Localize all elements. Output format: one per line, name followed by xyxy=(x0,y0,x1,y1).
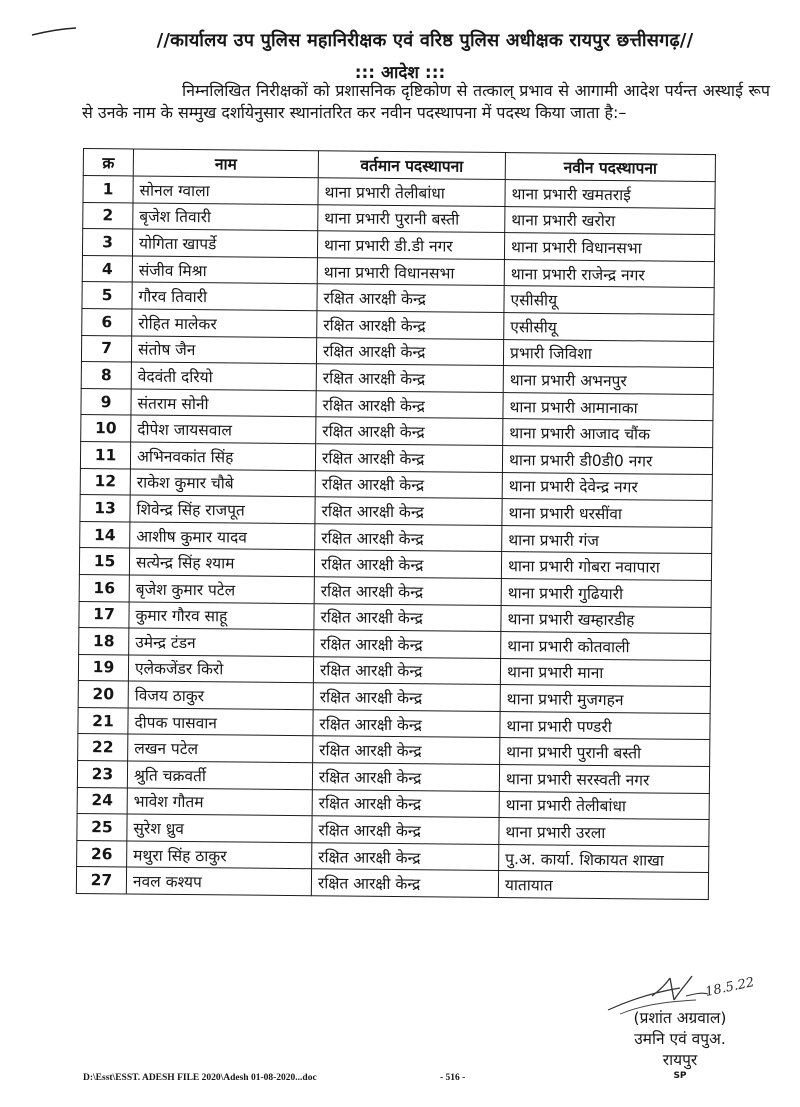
serial-cell: 7 xyxy=(81,335,131,362)
signatory-designation: उमनि एवं वपुअ. xyxy=(634,1030,726,1048)
new-posting-cell: थाना प्रभारी उरला xyxy=(499,818,709,847)
current-posting-cell: रक्षित आरक्षी केन्द्र xyxy=(312,843,499,871)
serial-cell: 3 xyxy=(82,229,132,256)
order-intro-paragraph xyxy=(82,80,770,124)
current-posting-cell: रक्षित आरक्षी केन्द्र xyxy=(316,417,503,445)
header-current-posting: वर्तमान पदस्थापना xyxy=(318,151,505,180)
serial-cell: 22 xyxy=(78,734,128,761)
new-posting-cell: थाना प्रभारी गुढियारी xyxy=(501,578,711,607)
name-cell: आशीष कुमार यादव xyxy=(130,522,315,550)
name-cell: गौरव तिवारी xyxy=(132,282,317,310)
serial-cell: 18 xyxy=(79,628,129,655)
name-cell: मथुरा सिंह ठाकुर xyxy=(127,841,312,869)
name-cell: भावेश गौतम xyxy=(127,788,312,816)
current-posting-cell: रक्षित आरक्षी केन्द्र xyxy=(317,311,504,339)
serial-cell: 10 xyxy=(81,415,131,442)
new-posting-cell: थाना प्रभारी गंज xyxy=(502,525,712,554)
pen-stroke-mark xyxy=(30,26,78,38)
name-cell: बृजेश कुमार पटेल xyxy=(129,575,314,603)
name-cell: संतराम सोनी xyxy=(131,389,316,417)
serial-cell: 15 xyxy=(79,548,129,575)
name-cell: शिवेन्द्र सिंह राजपूत xyxy=(130,495,315,523)
serial-cell: 1 xyxy=(83,176,133,203)
serial-cell: 2 xyxy=(83,202,133,229)
current-posting-cell: रक्षित आरक्षी केन्द्र xyxy=(317,284,504,312)
new-posting-cell: थाना प्रभारी तेलीबांधा xyxy=(499,791,709,820)
header-serial: क्र xyxy=(83,149,133,176)
new-posting-cell: थाना प्रभारी खरोरा xyxy=(505,206,715,235)
current-posting-cell: रक्षित आरक्षी केन्द्र xyxy=(313,656,500,684)
serial-cell: 11 xyxy=(80,441,130,468)
name-cell: बृजेश तिवारी xyxy=(133,203,318,231)
name-cell: श्रुति चक्रवर्ती xyxy=(127,761,312,789)
serial-cell: 20 xyxy=(78,681,128,708)
current-posting-cell: रक्षित आरक्षी केन्द्र xyxy=(312,763,499,791)
serial-cell: 21 xyxy=(78,707,128,734)
new-posting-cell: थाना प्रभारी धरसींवा xyxy=(502,499,712,528)
current-posting-cell: रक्षित आरक्षी केन्द्र xyxy=(314,577,501,605)
serial-cell: 8 xyxy=(81,362,131,389)
current-posting-cell: रक्षित आरक्षी केन्द्र xyxy=(315,470,502,498)
header-name: नाम xyxy=(133,149,318,178)
new-posting-cell: थाना प्रभारी माना xyxy=(500,658,710,687)
current-posting-cell: रक्षित आरक्षी केन्द्र xyxy=(311,869,498,897)
name-cell: सत्येन्द्र सिंह श्याम xyxy=(129,548,314,576)
name-cell: कुमार गौरव साहू xyxy=(129,601,314,629)
name-cell: सुरेश ध्रुव xyxy=(127,814,312,842)
name-cell: नवल कश्यप xyxy=(126,867,311,895)
new-posting-cell: थाना प्रभारी कोतवाली xyxy=(501,632,711,661)
table-row xyxy=(76,867,708,900)
current-posting-cell: रक्षित आरक्षी केन्द्र xyxy=(313,736,500,764)
signatory-block xyxy=(600,1008,760,1082)
serial-cell: 23 xyxy=(77,761,127,788)
new-posting-cell: थाना प्रभारी आमानाका xyxy=(503,392,713,421)
name-cell: विजय ठाकुर xyxy=(128,681,313,709)
current-posting-cell: रक्षित आरक्षी केन्द्र xyxy=(316,337,503,365)
name-cell: एलेकजेंडर किरो xyxy=(128,655,313,683)
serial-cell: 17 xyxy=(79,601,129,628)
current-posting-cell: रक्षित आरक्षी केन्द्र xyxy=(314,630,501,658)
new-posting-cell: थाना प्रभारी खम्हारडीह xyxy=(501,605,711,634)
signature-date: 18.5.22 xyxy=(703,975,756,1000)
new-posting-cell: थाना प्रभारी मुजगहन xyxy=(500,685,710,714)
current-posting-cell: थाना प्रभारी डी.डी नगर xyxy=(317,231,504,259)
name-cell: रोहित मालेकर xyxy=(132,309,317,337)
name-cell: राकेश कुमार चौबे xyxy=(130,469,315,497)
name-cell: लखन पटेल xyxy=(128,734,313,762)
signatory-name: (प्रशांत अग्रवाल) xyxy=(633,1009,727,1027)
name-cell: दीपक पासवान xyxy=(128,708,313,736)
current-posting-cell: रक्षित आरक्षी केन्द्र xyxy=(313,710,500,738)
serial-cell: 13 xyxy=(80,495,130,522)
serial-cell: 27 xyxy=(76,867,126,894)
current-posting-cell: रक्षित आरक्षी केन्द्र xyxy=(315,444,502,472)
name-cell: सोनल ग्वाला xyxy=(133,176,318,204)
current-posting-cell: रक्षित आरक्षी केन्द्र xyxy=(314,603,501,631)
current-posting-cell: थाना प्रभारी विधानसभा xyxy=(317,258,504,286)
new-posting-cell: थाना प्रभारी खमतराई xyxy=(505,180,715,209)
serial-cell: 6 xyxy=(82,308,132,335)
serial-cell: 26 xyxy=(77,840,127,867)
current-posting-cell: थाना प्रभारी पुरानी बस्ती xyxy=(318,204,505,232)
name-cell: संजीव मिश्रा xyxy=(132,256,317,284)
new-posting-cell: थाना प्रभारी पुरानी बस्ती xyxy=(500,738,710,767)
current-posting-cell: रक्षित आरक्षी केन्द्र xyxy=(316,390,503,418)
office-title: //कार्यालय उप पुलिस महानिरीक्षक एवं वरिष्ठ पुलिस अधीक्षक रायपुर छत्तीसगढ़// xyxy=(156,30,694,51)
serial-cell: 24 xyxy=(77,787,127,814)
new-posting-cell: थाना प्रभारी गोबरा नवापारा xyxy=(501,552,711,581)
serial-cell: 19 xyxy=(78,654,128,681)
transfer-table xyxy=(76,148,716,900)
new-posting-cell: थाना प्रभारी अभनपुर xyxy=(503,366,713,395)
footer-file-path: D:\Esst\ESST. ADESH FILE 2020\Adesh 01-08-2020...doc xyxy=(83,1073,317,1083)
name-cell: अभिनवकांत सिंह xyxy=(130,442,315,470)
name-cell: उमेन्द्र टंडन xyxy=(129,628,314,656)
current-posting-cell: रक्षित आरक्षी केन्द्र xyxy=(315,523,502,551)
footer-page-number: - 516 - xyxy=(440,1073,466,1083)
serial-cell: 4 xyxy=(82,255,132,282)
new-posting-cell: एसीसीयू xyxy=(504,286,714,315)
signatory-code: SP xyxy=(673,1071,687,1081)
current-posting-cell: रक्षित आरक्षी केन्द्र xyxy=(312,789,499,817)
header-new-posting: नवीन पदस्थापना xyxy=(505,153,715,182)
serial-cell: 9 xyxy=(81,388,131,415)
new-posting-cell: यातायात xyxy=(498,871,708,900)
new-posting-cell: एसीसीयू xyxy=(504,313,714,342)
new-posting-cell: थाना प्रभारी आजाद चौंक xyxy=(503,419,713,448)
new-posting-cell: प्रभारी जिविशा xyxy=(503,339,713,368)
current-posting-cell: रक्षित आरक्षी केन्द्र xyxy=(314,550,501,578)
new-posting-cell: थाना प्रभारी देवेन्द्र नगर xyxy=(502,472,712,501)
current-posting-cell: थाना प्रभारी तेलीबांधा xyxy=(318,178,505,206)
serial-cell: 14 xyxy=(80,521,130,548)
new-posting-cell: थाना प्रभारी विधानसभा xyxy=(504,233,714,262)
current-posting-cell: रक्षित आरक्षी केन्द्र xyxy=(316,364,503,392)
serial-cell: 16 xyxy=(79,574,129,601)
new-posting-cell: थाना प्रभारी राजेन्द्र नगर xyxy=(504,259,714,288)
order-heading: ::: आदेश ::: xyxy=(354,63,446,83)
name-cell: वेदवंती दरियो xyxy=(131,362,316,390)
serial-cell: 5 xyxy=(82,282,132,309)
new-posting-cell: थाना प्रभारी पण्डरी xyxy=(500,711,710,740)
new-posting-cell: थाना प्रभारी सरस्वती नगर xyxy=(499,765,709,794)
new-posting-cell: थाना प्रभारी डी0डी0 नगर xyxy=(502,445,712,474)
current-posting-cell: रक्षित आरक्षी केन्द्र xyxy=(313,683,500,711)
current-posting-cell: रक्षित आरक्षी केन्द्र xyxy=(315,497,502,525)
current-posting-cell: रक्षित आरक्षी केन्द्र xyxy=(312,816,499,844)
serial-cell: 12 xyxy=(80,468,130,495)
signatory-place: रायपुर xyxy=(662,1051,698,1069)
serial-cell: 25 xyxy=(77,814,127,841)
order-intro-text: निम्नलिखित निरीक्षकों को प्रशासनिक दृष्टिकोण से तत्काल् प्रभाव से आगामी आदेश पर्यन्त अस्थाई रूप से उनके नाम के सम्मुख दर्शायेनुसार स्थानांतरित कर नवीन पदस्थापना में पदस्थ किया जाता है:– xyxy=(82,81,770,122)
name-cell: योगिता खापर्डे xyxy=(132,229,317,257)
name-cell: दीपेश जायसवाल xyxy=(131,415,316,443)
new-posting-cell: पु.अ. कार्या. शिकायत शाखा xyxy=(499,844,709,873)
name-cell: संतोष जैन xyxy=(131,336,316,364)
